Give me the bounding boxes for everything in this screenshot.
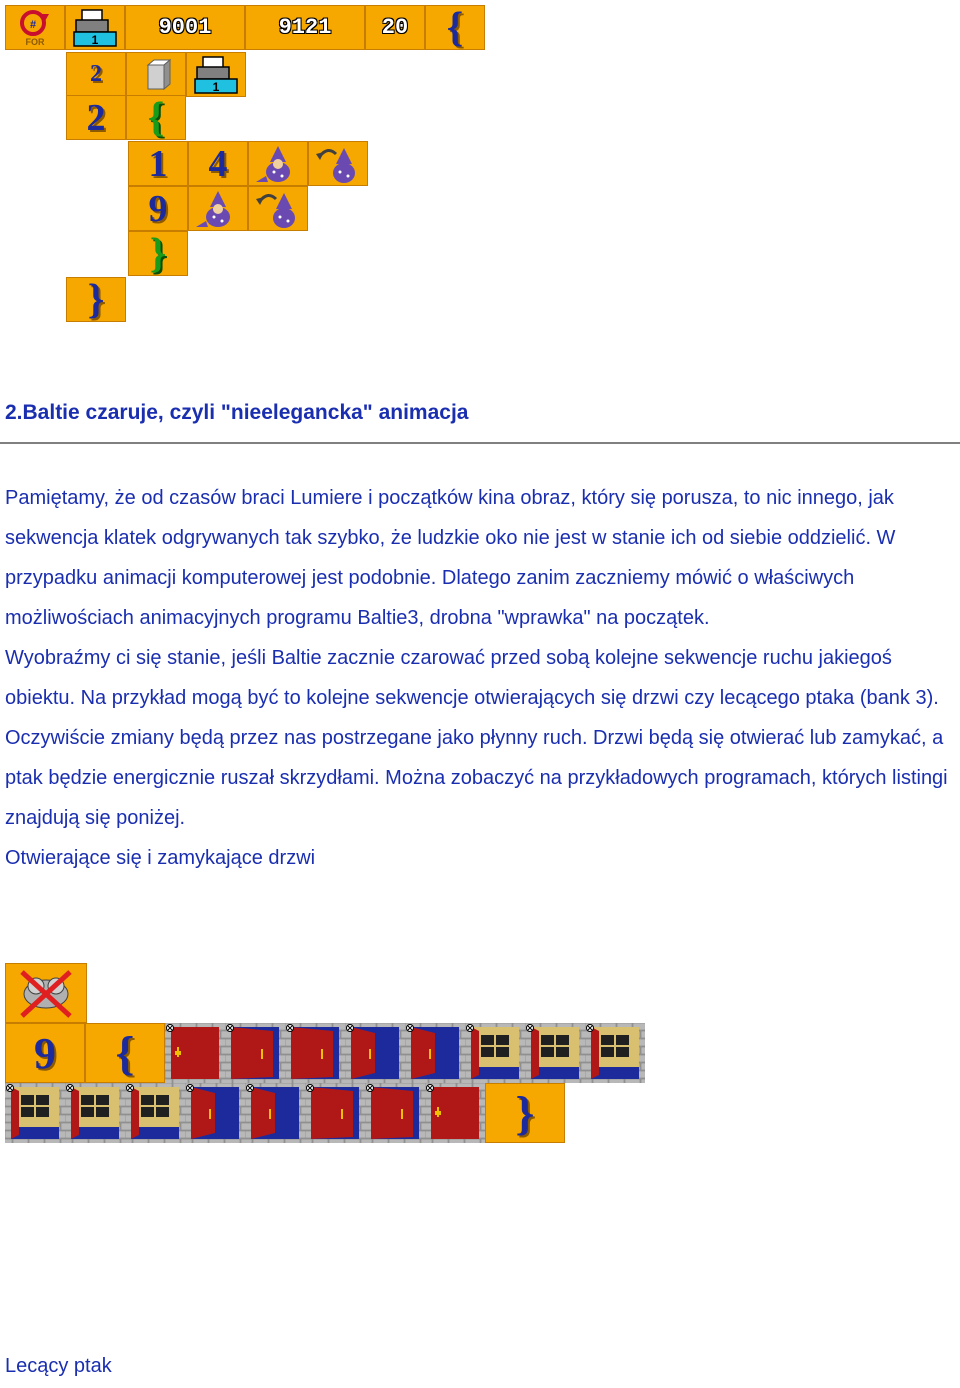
open-brace-tile: {	[126, 95, 186, 140]
brace-label: }	[515, 1086, 535, 1140]
variable-printer-icon	[65, 5, 125, 50]
door-frame-icon	[185, 1083, 245, 1143]
paragraph: Wyobraźmy ci się stanie, jeśli Baltie zacznie czarować przed sobą kolejne sekwencje ruchu jakiegoś obiektu. Na przykład mogą być to kolejne sekwencje otwierających się drzwi czy lecącego ptaka (bank 3). Oczywiście zmiany będą przez nas postrzegane jako płynny ruch. Drzwi będą się otwierać lub zamykać, a ptak będzie energicznie ruszał skrzydłami. Można zobaczyć na przykładowych programach, których listingi znajdują się poniżej.	[5, 647, 948, 829]
wizard-turn-icon	[248, 186, 308, 231]
program2-row3	[5, 1083, 565, 1143]
door-frame-icon	[305, 1083, 365, 1143]
caption-flying-bird: Lecący ptak	[5, 1355, 112, 1377]
door-frame-icon	[285, 1023, 345, 1083]
number-tile	[5, 1023, 85, 1083]
number-label: 9	[34, 1028, 56, 1078]
door-frame-icon	[585, 1023, 645, 1083]
cube-icon	[126, 52, 186, 97]
program1-row1	[5, 5, 485, 50]
program1-row6	[128, 231, 188, 276]
variable-printer-icon	[186, 52, 246, 97]
program1-row5	[128, 186, 308, 231]
number-tile: 4	[188, 141, 248, 186]
number-tile: 2	[66, 52, 126, 97]
number-tile: 9121	[245, 5, 365, 50]
program1-row4	[128, 141, 368, 186]
divider	[0, 442, 960, 444]
wizard-icon	[188, 186, 248, 231]
paragraph: Otwierające się i zamykające drzwi	[5, 847, 316, 869]
program2-row1	[5, 963, 87, 1023]
program1-row2	[66, 52, 246, 97]
number-tile: 2	[66, 95, 126, 140]
svg-text:1: 1	[91, 33, 99, 47]
svg-text:FOR: FOR	[25, 36, 45, 47]
svg-text:1: 1	[212, 80, 220, 94]
door-frame-icon	[465, 1023, 525, 1083]
article-body	[5, 478, 957, 878]
program2-row2	[5, 1023, 645, 1083]
for-loop-icon	[5, 5, 65, 50]
door-frame-icon	[5, 1083, 65, 1143]
section-heading: 2.Baltie czaruje, czyli "nieelegancka" animacja	[5, 401, 469, 424]
number-tile: 9	[128, 186, 188, 231]
wizard-turn-icon	[308, 141, 368, 186]
door-frame-icon	[345, 1023, 405, 1083]
door-frame-icon	[65, 1083, 125, 1143]
door-frame-icon	[225, 1023, 285, 1083]
door-frame-icon	[525, 1023, 585, 1083]
program1-row3	[66, 95, 186, 140]
brace-label: {	[115, 1026, 135, 1080]
number-tile: 9001	[125, 5, 245, 50]
number-tile: 1	[128, 141, 188, 186]
door-frame-icon	[165, 1023, 225, 1083]
door-frame-icon	[125, 1083, 185, 1143]
door-frame-icon	[365, 1083, 425, 1143]
number-tile: 20	[365, 5, 425, 50]
open-brace-tile	[85, 1023, 165, 1083]
door-frame-icon	[425, 1083, 485, 1143]
open-brace-tile: {	[425, 5, 485, 50]
door-frame-icon	[245, 1083, 305, 1143]
program1-row7	[66, 277, 126, 322]
paragraph: Pamiętamy, że od czasów braci Lumiere i początków kina obraz, który się porusza, to nic innego, jak sekwencja klatek odgrywanych tak szybko, że ludzkie oko nie jest w stanie ich od siebie oddzielić. W przypadku animacji komputerowej jest podobnie. Dlatego zanim zaczniemy mówić o właściwych możliwościach animacyjnych programu Baltie3, drobna "wprawka" na początek.	[5, 487, 896, 629]
close-brace-tile: }	[66, 277, 126, 322]
wizard-icon	[248, 141, 308, 186]
svg-text:#: #	[29, 18, 37, 31]
close-brace-tile: }	[128, 231, 188, 276]
close-brace-tile	[485, 1083, 565, 1143]
no-magic-icon	[5, 963, 87, 1023]
door-frame-icon	[405, 1023, 465, 1083]
